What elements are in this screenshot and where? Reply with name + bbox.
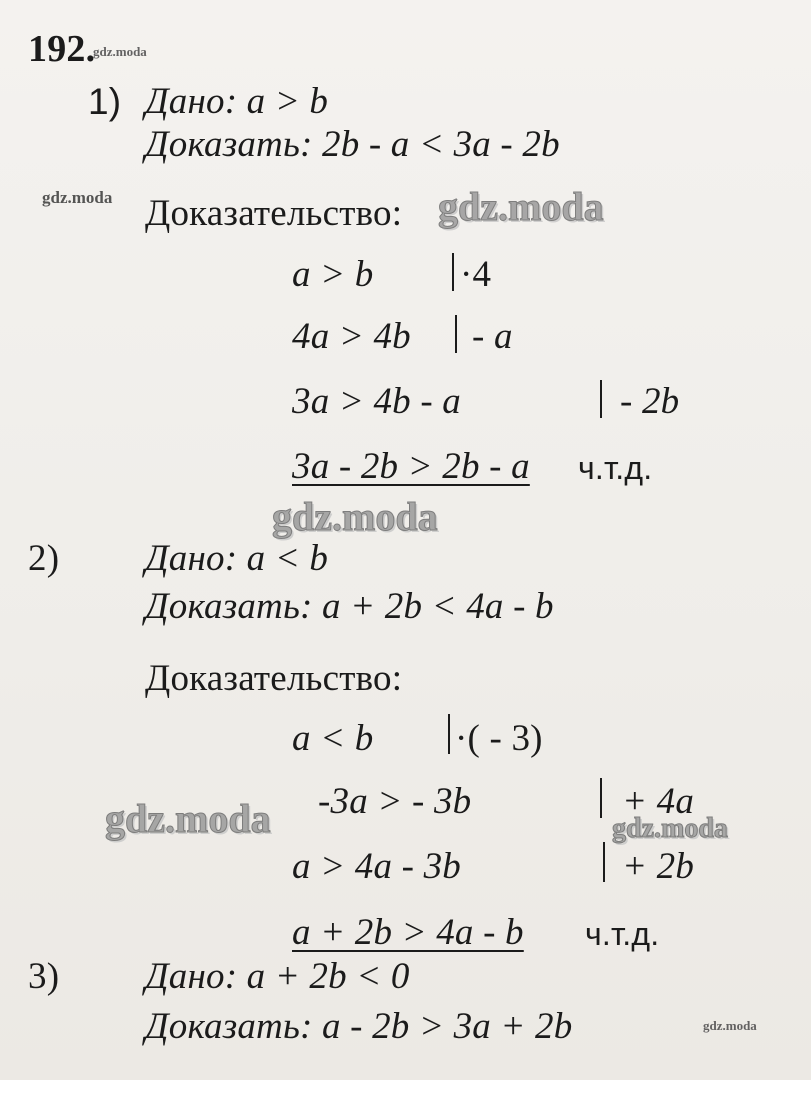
bottom-margin (0, 1080, 811, 1113)
part2-label: 2) (28, 538, 60, 579)
part2-conclusion: a + 2b > 4a - b (292, 912, 524, 953)
part1-label: 1) (88, 81, 122, 122)
part1-qed: ч.т.д. (578, 450, 653, 486)
part1-step1-op: ·4 (460, 254, 492, 295)
part3-given: Дано: a + 2b < 0 (145, 956, 410, 997)
part2-step3-expr: a > 4a - 3b (292, 846, 461, 887)
part2-qed: ч.т.д. (585, 916, 660, 952)
part1-step2-op: - a (472, 316, 513, 357)
part1-step3-expr: 3a > 4b - a (292, 381, 461, 422)
part1-step3-op: - 2b (620, 381, 680, 422)
step-divider (600, 380, 602, 418)
step-divider (448, 714, 450, 754)
part1-prove: Доказать: 2b - a < 3a - 2b (145, 124, 560, 165)
part2-step1-expr: a < b (292, 718, 374, 759)
problem-number: 192. (28, 28, 96, 70)
watermark-big-1: gdz.moda (438, 184, 604, 229)
watermark-footer: gdz.moda (703, 1018, 757, 1033)
part3-prove: Доказать: a - 2b > 3a + 2b (145, 1006, 573, 1047)
part2-prove: Доказать: a + 2b < 4a - b (145, 586, 554, 627)
part1-conclusion: 3a - 2b > 2b - a (292, 446, 530, 487)
part2-given: Дано: a < b (145, 538, 329, 579)
watermark-mid-1: gdz.moda (612, 813, 728, 844)
part2-step2-op: + 4a (622, 781, 695, 822)
watermark-left-1: gdz.moda (42, 188, 113, 207)
step-divider (452, 253, 454, 291)
part2-step3-op: + 2b (622, 846, 695, 887)
part1-proof-heading: Доказательство: (145, 193, 403, 234)
part2-step2-expr: -3a > - 3b (318, 781, 472, 822)
part2-proof-heading: Доказательство: (145, 658, 403, 699)
part1-step2-expr: 4a > 4b (292, 316, 411, 357)
part2-step1-op: ·( - 3) (455, 718, 543, 759)
part1-step1-expr: a > b (292, 254, 374, 295)
part1-given: Дано: a > b (145, 81, 329, 122)
watermark-big-3: gdz.moda (105, 796, 271, 841)
watermark-header: gdz.moda (93, 44, 147, 59)
step-divider (603, 842, 605, 882)
step-divider (455, 315, 457, 353)
part3-label: 3) (28, 956, 60, 997)
watermark-big-2: gdz.moda (272, 494, 438, 539)
step-divider (600, 778, 602, 818)
